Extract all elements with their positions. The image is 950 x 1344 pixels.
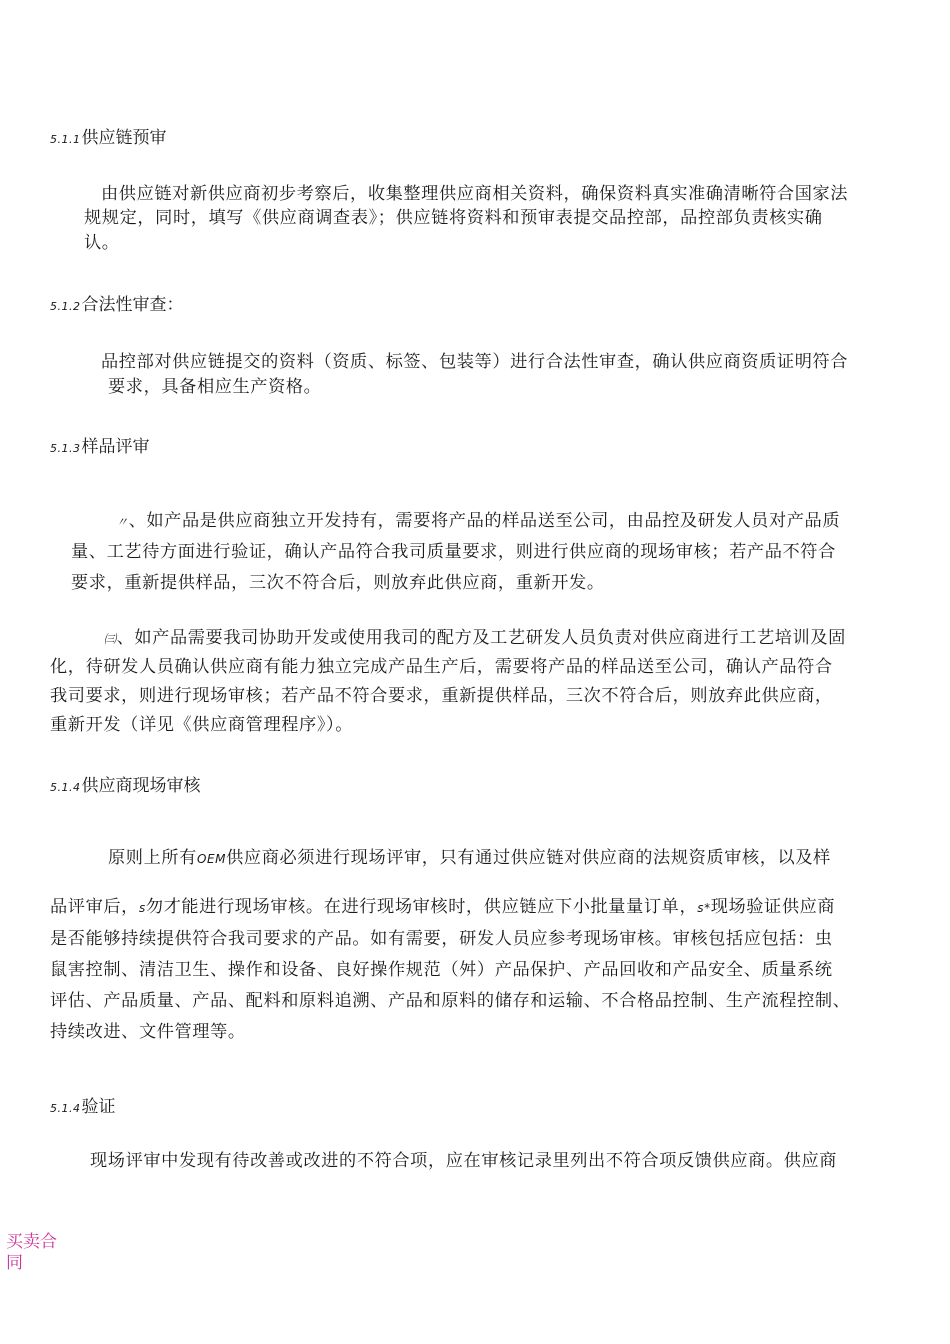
section-heading-5-1-1 — [50, 127, 167, 151]
paragraph-line: 〃、如产品是供应商独立开发持有，需要将产品的样品送至公司，由品控及研发人员对产品质 — [116, 511, 841, 531]
paragraph-line: 认。 — [84, 233, 120, 253]
list-marker: ㈢ — [104, 632, 117, 646]
section-title: 验证 — [81, 1097, 116, 1117]
paragraph-line: 评估、产品质量、产品、配料和原料追溯、产品和原料的储存和运输、不合格品控制、生产流程控制、 — [50, 991, 851, 1011]
footer-link-text: 买卖合同 — [6, 1232, 57, 1273]
paragraph-line: 由供应链对新供应商初步考察后，收集整理供应商相关资料，确保资料真实准确清晰符合国家法 — [101, 184, 849, 204]
paragraph-line: 量、工艺待方面进行验证，确认产品符合我司质量要求，则进行供应商的现场审核；若产品不符合 — [71, 542, 836, 562]
section-heading-5-1-4-verify — [50, 1096, 116, 1120]
paragraph-line: 品控部对供应链提交的资料（资质、标签、包装等）进行合法性审查，确认供应商资质证明符合 — [101, 352, 849, 372]
inline-mark: OEM — [196, 852, 227, 866]
section-heading-5-1-3 — [50, 436, 150, 460]
paragraph-line: 品评审后，s勿才能进行现场审核。在进行现场审核时，供应链应下小批量量订单，s*现场验证供应商 — [50, 897, 836, 917]
paragraph-line: 我司要求，则进行现场审核；若产品不符合要求，重新提供样品，三次不符合后，则放弃此供应商， — [50, 686, 833, 706]
inline-mark: s — [138, 901, 146, 915]
paragraph-line: 要求，重新提供样品，三次不符合后，则放弃此供应商，重新开发。 — [71, 573, 605, 593]
inline-mark: s* — [697, 901, 711, 915]
paragraph-line: 重新开发（详见《供应商管理程序》）。 — [50, 715, 353, 735]
paragraph-line: 是否能够持续提供符合我司要求的产品。如有需要，研发人员应参考现场审核。审核包括应包括：虫 — [50, 929, 833, 949]
paragraph-line: 化，待研发人员确认供应商有能力独立完成产品生产后，需要将产品的样品送至公司，确认产品符合 — [50, 657, 833, 677]
section-title: 供应商现场审核 — [81, 776, 201, 796]
paragraph-line: 现场评审中发现有待改善或改进的不符合项，应在审核记录里列出不符合项反馈供应商。供应商 — [90, 1151, 838, 1171]
section-number: 5.1.4 — [50, 1102, 81, 1115]
section-number: 5.1.3 — [50, 442, 81, 455]
section-heading-5-1-2 — [50, 294, 184, 318]
section-title: 样品评审 — [81, 437, 150, 457]
section-title: 供应链预审 — [81, 128, 167, 148]
section-number: 5.1.2 — [50, 300, 81, 313]
paragraph-line: ㈢、如产品需要我司协助开发或使用我司的配方及工艺研发人员负责对供应商进行工艺培训及固 — [104, 628, 846, 648]
paragraph-line: 要求，具备相应生产资格。 — [108, 377, 322, 397]
section-number: 5.1.4 — [50, 781, 81, 794]
paragraph-line: 原则上所有OEM供应商必须进行现场评审，只有通过供应链对供应商的法规资质审核，以及样 — [108, 848, 831, 868]
section-number: 5.1.1 — [50, 133, 81, 146]
section-heading-5-1-4 — [50, 775, 201, 799]
paragraph-line: 规规定，同时，填写《供应商调查表》；供应链将资料和预审表提交品控部，品控部负责核实确 — [84, 208, 823, 228]
paragraph-line: 持续改进、文件管理等。 — [50, 1022, 246, 1042]
list-marker: 〃 — [116, 515, 129, 529]
paragraph-line: 鼠害控制、清洁卫生、操作和设备、良好操作规范（舛）产品保护、产品回收和产品安全、质量系统 — [50, 960, 833, 980]
section-title: 合法性审查： — [81, 295, 184, 315]
